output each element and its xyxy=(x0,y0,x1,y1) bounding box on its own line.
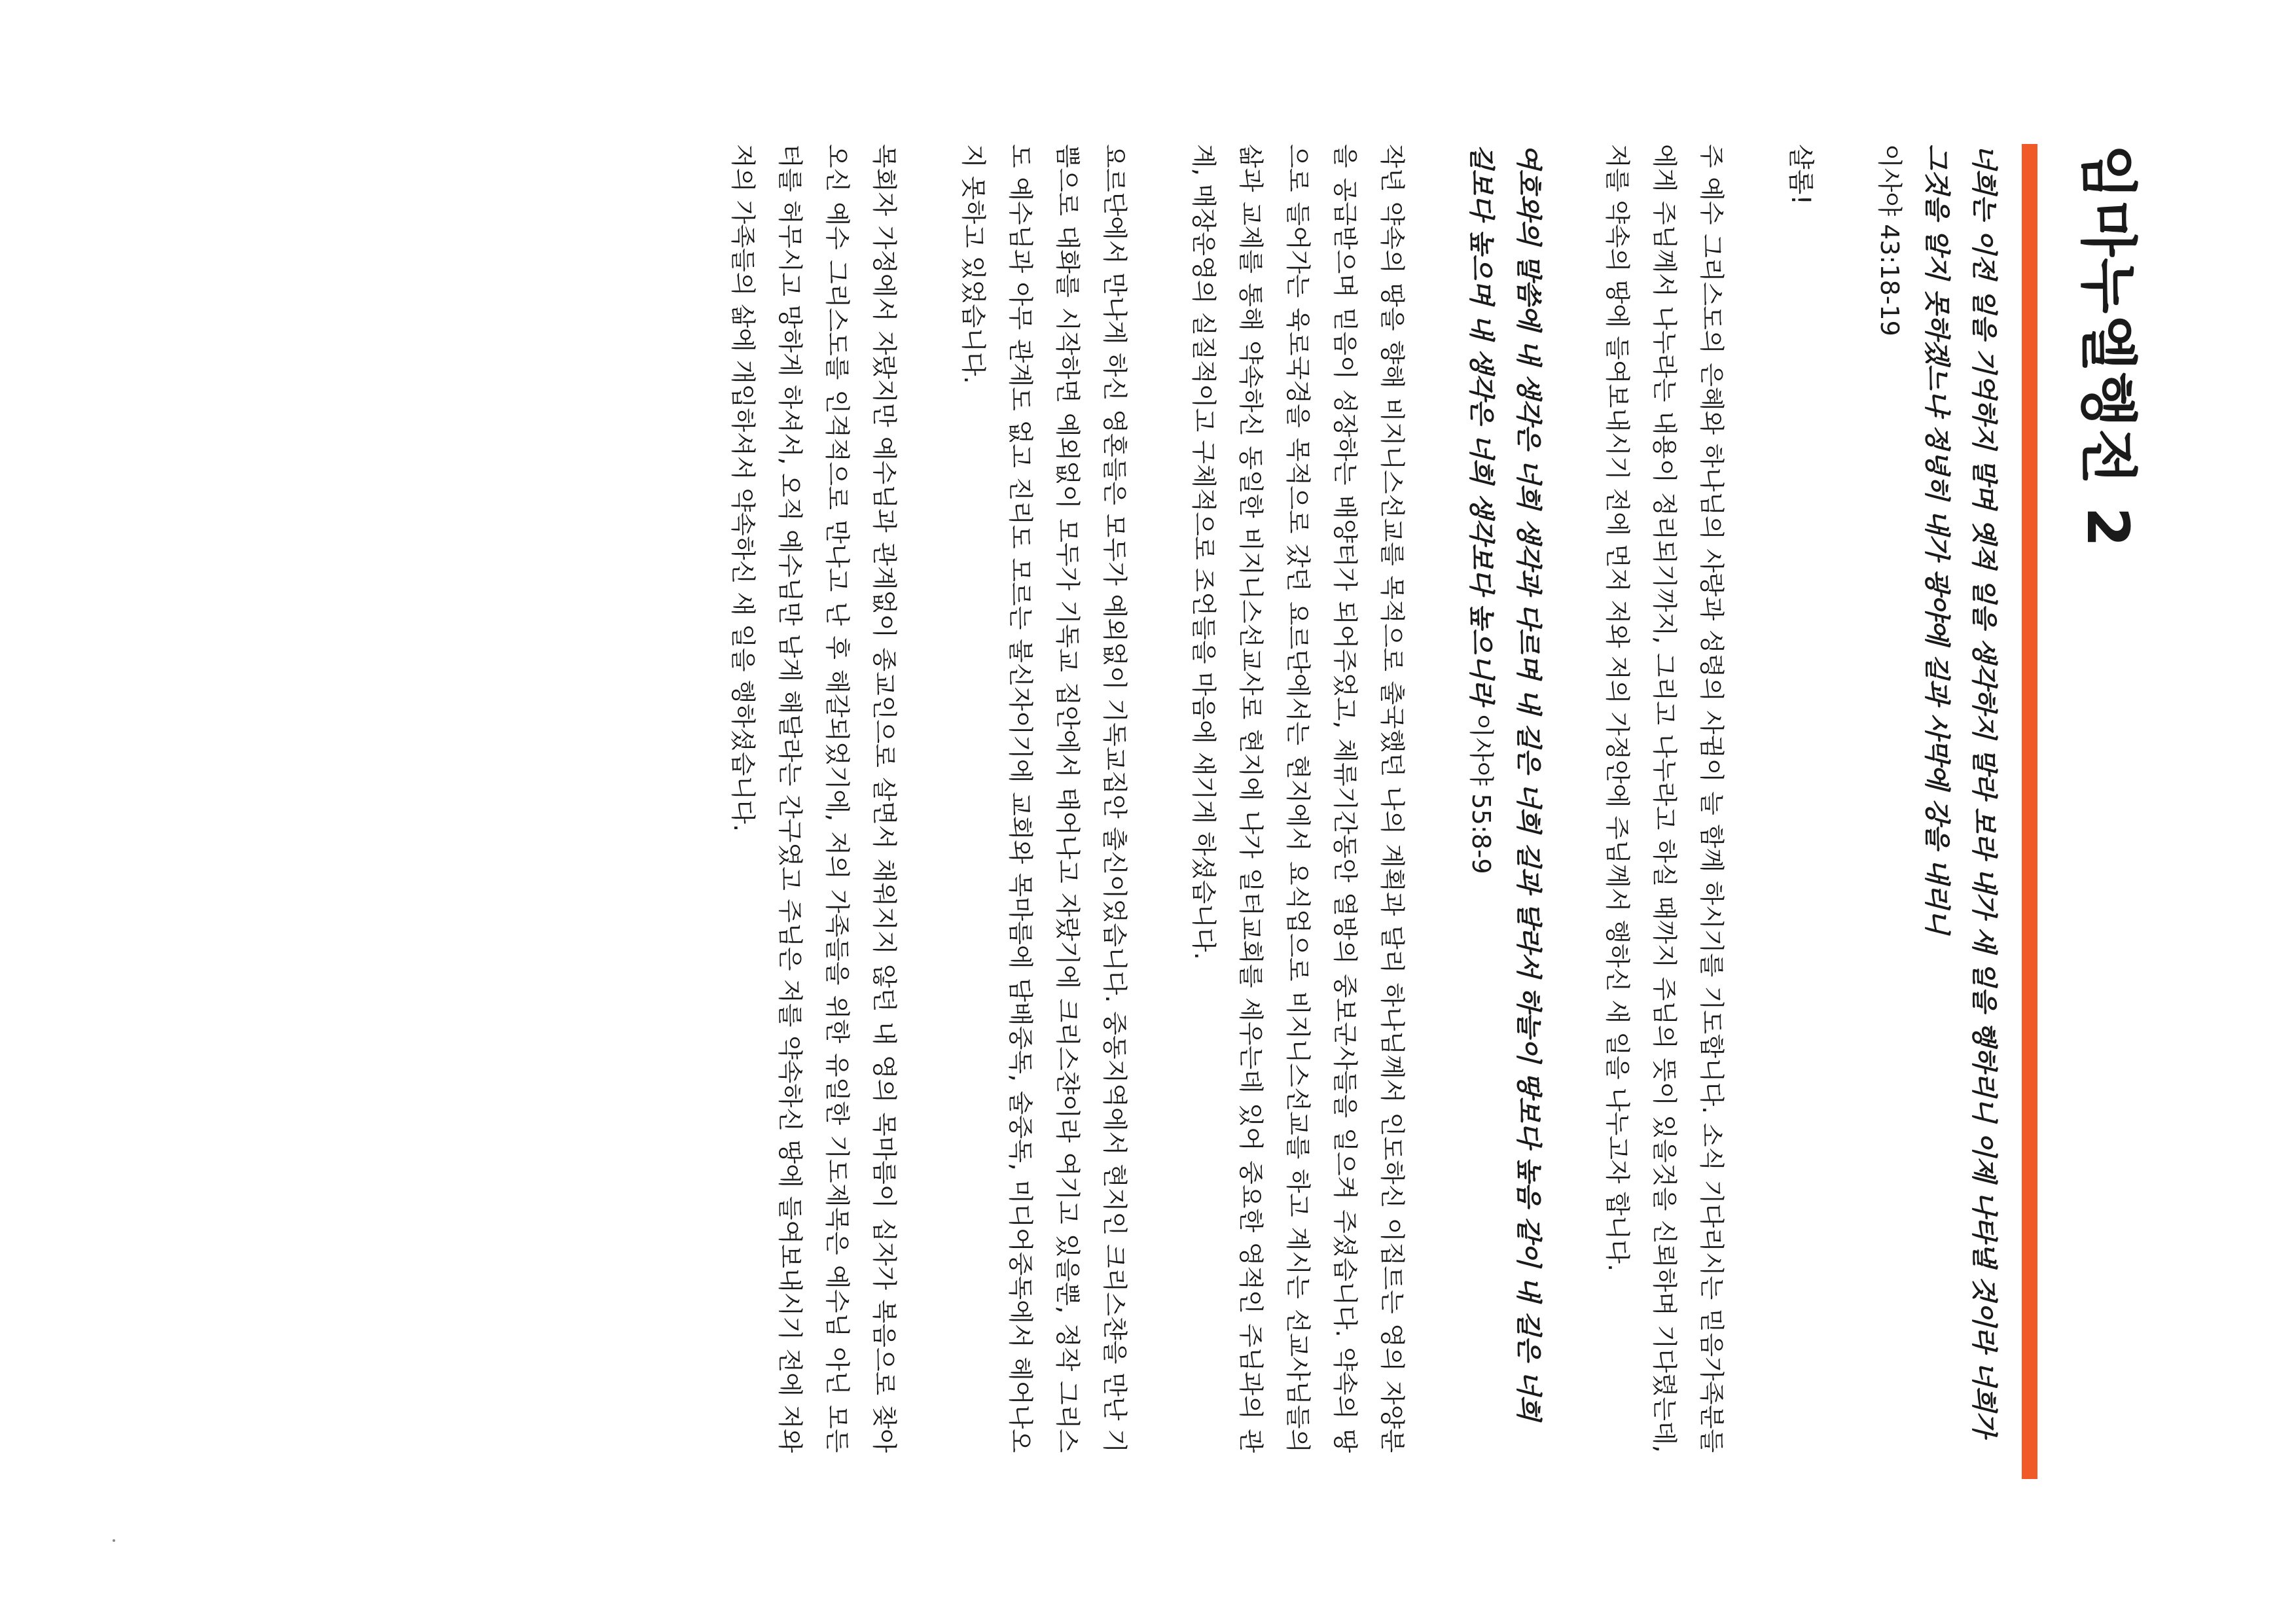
paragraph-1: 주 예수 그리스도의 은혜와 하나님의 사랑과 성령의 사귐이 늘 함께 하시기를 기도합니다. 소식 기다리시는 믿음가족분들에게 주님께서 나누라는 내용이 정리되기까지, 그리고 나누라고 하실 때까지 주님의 뜻이 있을것을 신뢰하며 기다렸는데, 저를 약속의 땅에 들여보내시기 전에 먼저 저와 저의 가정안에 주님께서 행하신 새 일을 나누고자 합니다. xyxy=(1603,144,1727,1453)
scripture-quote-2-text: 여호와의 말씀에 내 생각은 너희 생각과 다르며 내 길은 너희 길과 달라서 하늘이 땅보다 높음 같이 내 길은 너희 길보다 높으며 내 생각은 너희 생각보다 높으니라 xyxy=(1466,144,1544,1421)
greeting: 샬롬! xyxy=(1785,144,1816,205)
title-accent-rule xyxy=(2022,144,2037,1479)
scan-speck xyxy=(113,1539,115,1542)
scripture-quote-2 xyxy=(1458,144,1552,1453)
scripture-quote-1: 너희는 이전 일을 기억하지 말며 옛적 일을 생각하지 말라 보라 내가 새 일을 행하리니 이제 나타낼 것이라 너희가 그것을 알지 못하겠느냐 정녕히 내가 광야에 길과 사막에 강을 내리니 xyxy=(1922,144,2000,1437)
document-content xyxy=(677,144,2142,1453)
paragraph-3: 요르단에서 만나게 하신 영혼들은 모두가 예외없이 기독교집안 출신이었습니다. 중동지역에서 현지인 크리스챤을 만난 기쁨으로 대화를 시작하면 예외없이 모두가 기독교 집안에서 태어나고 자랐기에 크리스챤이라 여기고 있을뿐, 정작 그리스도 예수님과 아무 관계도 없고 진리도 모르는 불신자이기에 교회와 목마름에 담배중독, 술중독, 미디어중독에서 헤어나오지 못하고 있었습니다. xyxy=(959,144,1130,1453)
document-title: 임마누엘행전 2 xyxy=(2074,144,2142,548)
scripture-reference-2: 이사야 55:8-9 xyxy=(1467,713,1496,874)
paragraph-4: 목회자 가정에서 자랐지만 예수님과 관계없이 종교인으로 살면서 채워지지 않던 내 영의 목마름이 십자가 복음으로 찾아오신 예수 그리스도를 인격적으로 만나고 난 후 해갈되었기에, 저의 가족들을 위한 유일한 기도제목은 예수님 아닌 모든 터를 허무시고 망하게 하셔서, 오직 예수님만 남게 해달라는 간구였고 주님은 저를 약속하신 땅에 들여보내시기 전에 저와 저의 가족들의 삶에 개입하셔서 약속하신 새 일을 행하셨습니다. xyxy=(728,144,899,1453)
scripture-reference-1: 이사야 43:18-19 xyxy=(1875,144,1905,336)
paragraph-2: 작년 약속의 땅을 향해 비지니스선교를 목적으로 출국했던 나의 계획과 달리 하나님께서 인도하신 이집트는 영의 자양분을 공급받으며 믿음이 성장하는 배양터가 되어주었고, 체류기간동안 열방의 중보군사들을 일으켜 주셨습니다. 약속의 땅으로 들어가는 육로국경을 목적으로 갔던 요르단에서는 현지에서 요식업으로 비지니스선교를 하고 계시는 선교사님들의 삶과 교제를 통해 약속하신 동일한 비지니스선교사로 현지에 나가 일터교회를 세우는데 있어 중요한 영적인 주님과의 관계, 매장운영의 실질적이고 구체적으로 조언들을 마음에 새기게 하셨습니다. xyxy=(1189,144,1407,1453)
